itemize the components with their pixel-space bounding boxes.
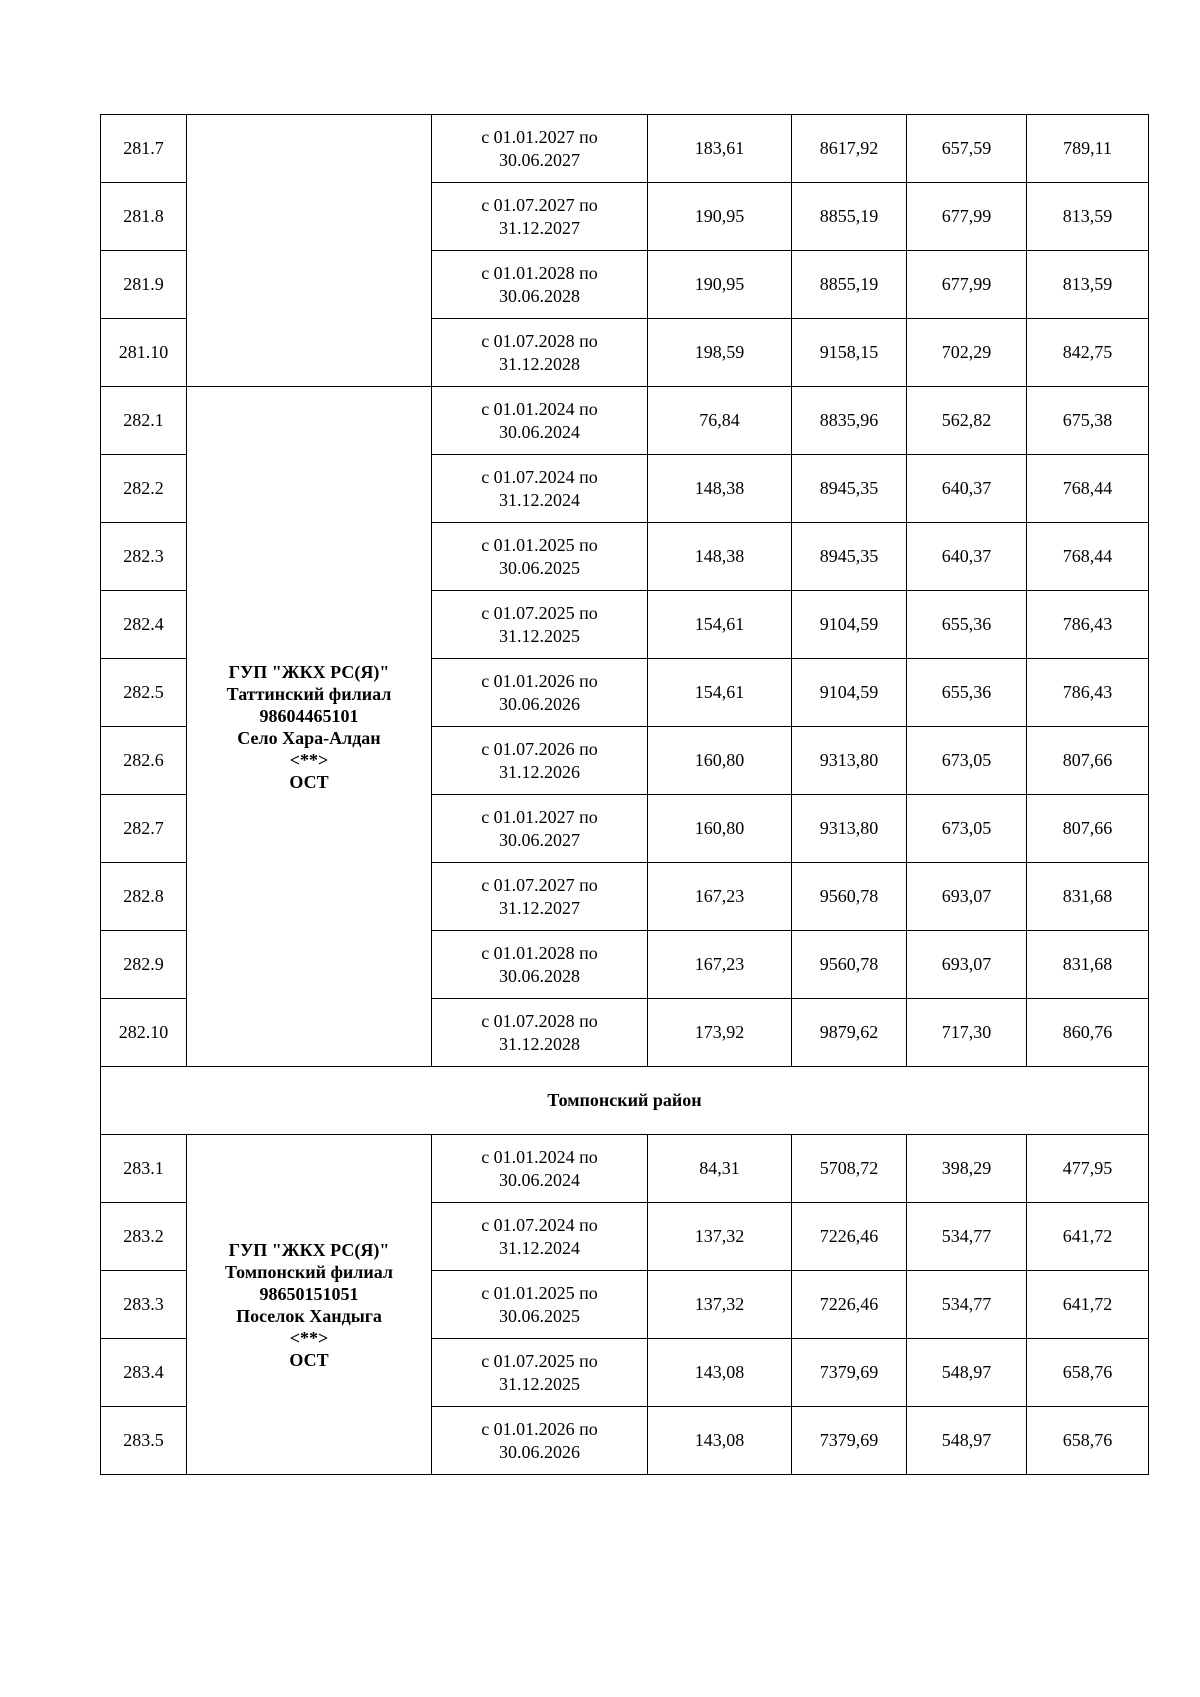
value-cell-2: 8855,19 [792, 251, 907, 319]
period-end: 30.06.2028 [499, 285, 580, 306]
tariff-table-body [101, 115, 1149, 1475]
row-number: 282.5 [101, 659, 187, 727]
period-cell [432, 115, 648, 183]
period-start: с 01.07.2028 по [481, 330, 598, 351]
row-number: 282.9 [101, 931, 187, 999]
value-cell-4: 641,72 [1027, 1271, 1149, 1339]
period-start: с 01.07.2026 по [481, 738, 598, 759]
row-number: 282.1 [101, 387, 187, 455]
value-cell-2: 9104,59 [792, 659, 907, 727]
value-cell-2: 9104,59 [792, 591, 907, 659]
period-end: 31.12.2026 [499, 761, 580, 782]
period-start: с 01.07.2025 по [481, 602, 598, 623]
value-cell-1: 160,80 [648, 727, 792, 795]
value-cell-3: 534,77 [907, 1203, 1027, 1271]
period-cell [432, 591, 648, 659]
period-cell [432, 183, 648, 251]
value-cell-4: 768,44 [1027, 455, 1149, 523]
value-cell-2: 9560,78 [792, 931, 907, 999]
row-number: 282.2 [101, 455, 187, 523]
tariff-table [100, 114, 1149, 1475]
row-number: 283.1 [101, 1135, 187, 1203]
row-number: 282.8 [101, 863, 187, 931]
period-end: 31.12.2024 [499, 1237, 580, 1258]
value-cell-4: 641,72 [1027, 1203, 1149, 1271]
organization-line: Таттинский филиал [226, 683, 392, 704]
period-start: с 01.07.2024 по [481, 1214, 598, 1235]
value-cell-2: 8945,35 [792, 455, 907, 523]
section-row [101, 1067, 1149, 1135]
period-end: 31.12.2025 [499, 1373, 580, 1394]
value-cell-2: 9879,62 [792, 999, 907, 1067]
period-cell [432, 931, 648, 999]
organization-line: ОСТ [289, 1349, 329, 1370]
value-cell-3: 562,82 [907, 387, 1027, 455]
value-cell-1: 190,95 [648, 251, 792, 319]
value-cell-4: 807,66 [1027, 795, 1149, 863]
value-cell-2: 7226,46 [792, 1203, 907, 1271]
value-cell-3: 702,29 [907, 319, 1027, 387]
period-end: 30.06.2024 [499, 1169, 580, 1190]
value-cell-2: 8945,35 [792, 523, 907, 591]
period-start: с 01.01.2024 по [481, 398, 598, 419]
value-cell-3: 673,05 [907, 795, 1027, 863]
value-cell-3: 655,36 [907, 659, 1027, 727]
period-start: с 01.07.2027 по [481, 194, 598, 215]
table-row [101, 387, 1149, 455]
period-start: с 01.07.2024 по [481, 466, 598, 487]
organization-line: ОСТ [289, 771, 329, 792]
value-cell-3: 693,07 [907, 931, 1027, 999]
value-cell-4: 807,66 [1027, 727, 1149, 795]
period-start: с 01.01.2028 по [481, 942, 598, 963]
row-number: 282.4 [101, 591, 187, 659]
value-cell-3: 534,77 [907, 1271, 1027, 1339]
row-number: 282.6 [101, 727, 187, 795]
organization-line: 98604465101 [259, 705, 359, 726]
period-cell [432, 1271, 648, 1339]
period-start: с 01.01.2026 по [481, 670, 598, 691]
period-end: 31.12.2027 [499, 217, 580, 238]
period-end: 30.06.2024 [499, 421, 580, 442]
value-cell-2: 8855,19 [792, 183, 907, 251]
value-cell-4: 658,76 [1027, 1407, 1149, 1475]
value-cell-4: 789,11 [1027, 115, 1149, 183]
value-cell-1: 160,80 [648, 795, 792, 863]
row-number: 281.10 [101, 319, 187, 387]
period-end: 31.12.2024 [499, 489, 580, 510]
period-start: с 01.07.2025 по [481, 1350, 598, 1371]
value-cell-2: 5708,72 [792, 1135, 907, 1203]
value-cell-2: 9313,80 [792, 727, 907, 795]
value-cell-1: 143,08 [648, 1407, 792, 1475]
organization-line: Поселок Хандыга [236, 1305, 382, 1326]
period-cell [432, 319, 648, 387]
value-cell-4: 860,76 [1027, 999, 1149, 1067]
row-number: 283.4 [101, 1339, 187, 1407]
row-number: 283.2 [101, 1203, 187, 1271]
value-cell-1: 137,32 [648, 1271, 792, 1339]
organization-line: ГУП "ЖКХ РС(Я)" [228, 1239, 390, 1260]
value-cell-3: 640,37 [907, 523, 1027, 591]
value-cell-3: 673,05 [907, 727, 1027, 795]
value-cell-1: 148,38 [648, 523, 792, 591]
value-cell-1: 167,23 [648, 863, 792, 931]
period-start: с 01.07.2028 по [481, 1010, 598, 1031]
value-cell-3: 640,37 [907, 455, 1027, 523]
table-row [101, 1135, 1149, 1203]
value-cell-1: 148,38 [648, 455, 792, 523]
value-cell-4: 813,59 [1027, 183, 1149, 251]
period-end: 30.06.2027 [499, 829, 580, 850]
value-cell-2: 7226,46 [792, 1271, 907, 1339]
value-cell-4: 675,38 [1027, 387, 1149, 455]
period-cell [432, 659, 648, 727]
period-start: с 01.01.2026 по [481, 1418, 598, 1439]
value-cell-4: 658,76 [1027, 1339, 1149, 1407]
value-cell-3: 398,29 [907, 1135, 1027, 1203]
organization-line: <**> [289, 1327, 329, 1348]
value-cell-1: 76,84 [648, 387, 792, 455]
organization-line: 98650151051 [259, 1283, 359, 1304]
period-end: 31.12.2028 [499, 1033, 580, 1054]
period-end: 30.06.2027 [499, 149, 580, 170]
value-cell-4: 768,44 [1027, 523, 1149, 591]
value-cell-1: 143,08 [648, 1339, 792, 1407]
row-number: 282.7 [101, 795, 187, 863]
row-number: 283.3 [101, 1271, 187, 1339]
period-cell [432, 727, 648, 795]
organization-cell-continued [187, 115, 432, 387]
value-cell-3: 677,99 [907, 251, 1027, 319]
period-start: с 01.01.2024 по [481, 1146, 598, 1167]
value-cell-1: 190,95 [648, 183, 792, 251]
value-cell-1: 137,32 [648, 1203, 792, 1271]
period-cell [432, 251, 648, 319]
period-cell [432, 1339, 648, 1407]
organization-line: <**> [289, 749, 329, 770]
value-cell-2: 9560,78 [792, 863, 907, 931]
organization-cell [187, 1135, 432, 1475]
value-cell-4: 813,59 [1027, 251, 1149, 319]
period-end: 30.06.2025 [499, 1305, 580, 1326]
organization-line: ГУП "ЖКХ РС(Я)" [228, 661, 390, 682]
value-cell-3: 548,97 [907, 1339, 1027, 1407]
period-start: с 01.01.2028 по [481, 262, 598, 283]
period-end: 31.12.2025 [499, 625, 580, 646]
period-start: с 01.01.2025 по [481, 1282, 598, 1303]
value-cell-4: 786,43 [1027, 659, 1149, 727]
section-title: Томпонский район [101, 1067, 1149, 1135]
value-cell-4: 842,75 [1027, 319, 1149, 387]
period-cell [432, 523, 648, 591]
row-number: 281.8 [101, 183, 187, 251]
value-cell-3: 693,07 [907, 863, 1027, 931]
table-row [101, 115, 1149, 183]
value-cell-3: 717,30 [907, 999, 1027, 1067]
value-cell-1: 154,61 [648, 591, 792, 659]
period-start: с 01.01.2027 по [481, 126, 598, 147]
value-cell-4: 786,43 [1027, 591, 1149, 659]
value-cell-3: 677,99 [907, 183, 1027, 251]
period-cell [432, 863, 648, 931]
period-end: 31.12.2028 [499, 353, 580, 374]
value-cell-2: 8617,92 [792, 115, 907, 183]
value-cell-2: 8835,96 [792, 387, 907, 455]
row-number: 282.3 [101, 523, 187, 591]
value-cell-2: 7379,69 [792, 1339, 907, 1407]
organization-cell [187, 387, 432, 1067]
value-cell-4: 477,95 [1027, 1135, 1149, 1203]
period-end: 31.12.2027 [499, 897, 580, 918]
organization-line: Село Хара-Алдан [237, 727, 381, 748]
value-cell-3: 548,97 [907, 1407, 1027, 1475]
value-cell-4: 831,68 [1027, 863, 1149, 931]
period-cell [432, 999, 648, 1067]
period-end: 30.06.2026 [499, 1441, 580, 1462]
period-cell [432, 1203, 648, 1271]
value-cell-4: 831,68 [1027, 931, 1149, 999]
value-cell-1: 167,23 [648, 931, 792, 999]
period-start: с 01.01.2027 по [481, 806, 598, 827]
period-cell [432, 387, 648, 455]
value-cell-2: 9313,80 [792, 795, 907, 863]
row-number: 283.5 [101, 1407, 187, 1475]
organization-line: Томпонский филиал [224, 1261, 393, 1282]
row-number: 281.9 [101, 251, 187, 319]
period-start: с 01.01.2025 по [481, 534, 598, 555]
value-cell-1: 173,92 [648, 999, 792, 1067]
period-end: 30.06.2026 [499, 693, 580, 714]
row-number: 281.7 [101, 115, 187, 183]
period-cell [432, 1135, 648, 1203]
value-cell-3: 655,36 [907, 591, 1027, 659]
value-cell-1: 183,61 [648, 115, 792, 183]
period-cell [432, 1407, 648, 1475]
period-start: с 01.07.2027 по [481, 874, 598, 895]
value-cell-1: 154,61 [648, 659, 792, 727]
value-cell-3: 657,59 [907, 115, 1027, 183]
value-cell-2: 7379,69 [792, 1407, 907, 1475]
row-number: 282.10 [101, 999, 187, 1067]
period-end: 30.06.2028 [499, 965, 580, 986]
value-cell-1: 84,31 [648, 1135, 792, 1203]
period-cell [432, 795, 648, 863]
value-cell-2: 9158,15 [792, 319, 907, 387]
period-cell [432, 455, 648, 523]
value-cell-1: 198,59 [648, 319, 792, 387]
period-end: 30.06.2025 [499, 557, 580, 578]
